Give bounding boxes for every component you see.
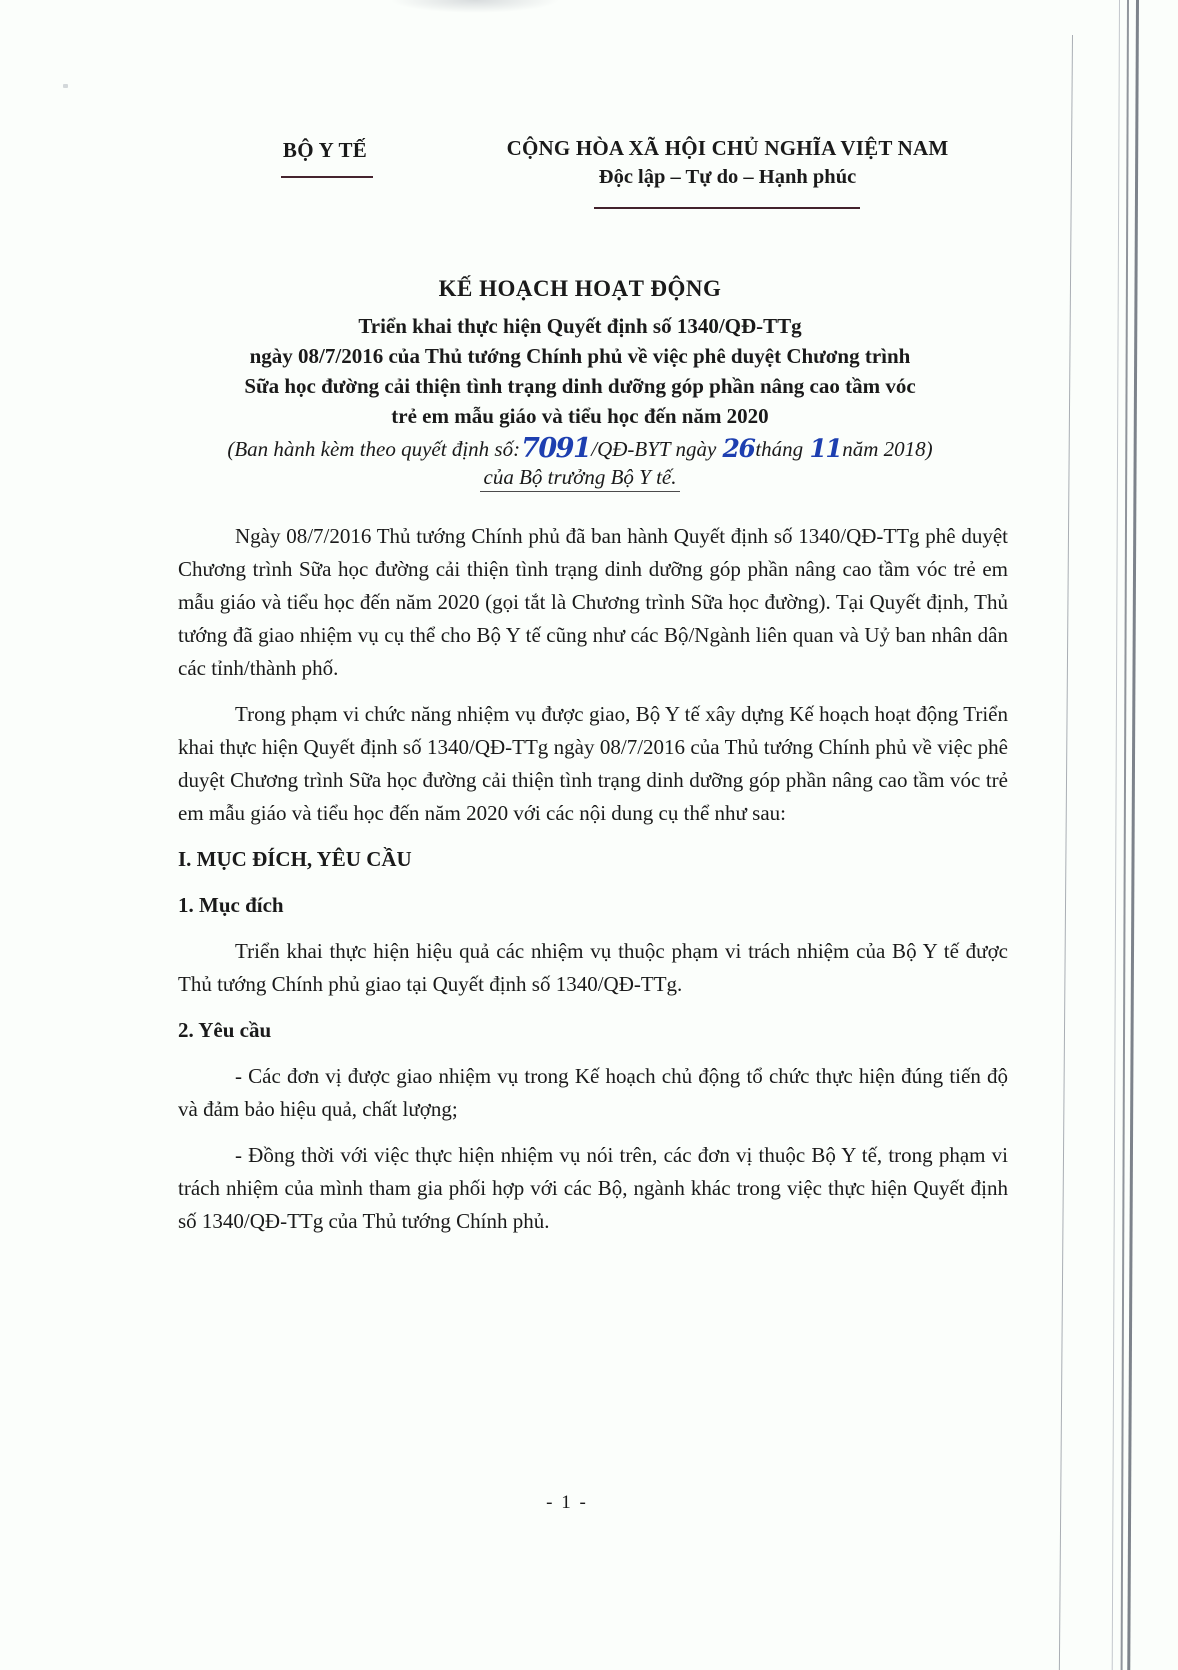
handwritten-decision-number: 7091 <box>521 433 591 464</box>
document-title: KẾ HOẠCH HOẠT ĐỘNG <box>438 276 722 301</box>
issuance-mid2: tháng <box>755 437 809 461</box>
page-number: - 1 - <box>546 1492 588 1513</box>
scan-line <box>1127 0 1138 1670</box>
scan-line <box>1059 35 1073 1670</box>
handwritten-month: 11 <box>809 434 842 463</box>
subheading-requirement: 2. Yêu cầu <box>178 1018 272 1042</box>
title-line-4: trẻ em mẫu giáo và tiểu học đến năm 2020 <box>391 404 769 428</box>
document-title-block <box>150 276 1010 490</box>
paragraph-scope: Trong phạm vi chức năng nhiệm vụ được giao, Bộ Y tế xây dựng Kế hoạch hoạt động Triển khai thực hiện Quyết định số 1340/QĐ-TTg ngày 08/7/2016 của Thủ tướng Chính phủ về việc phê duyệt Chương trình Sữa học đường cải thiện tình trạng dinh dưỡng góp phần nâng cao tầm vóc trẻ em mẫu giáo và tiểu học đến năm 2020 với các nội dung cụ thể như sau: <box>178 702 1008 825</box>
issuance-prefix: (Ban hành kèm theo quyết định số: <box>227 437 521 461</box>
paragraph-purpose: Triển khai thực hiện hiệu quả các nhiệm vụ thuộc phạm vi trách nhiệm của Bộ Y tế được Thủ tướng Chính phủ giao tại Quyết định số 1340/QĐ-TTg. <box>178 939 1008 996</box>
national-motto: Độc lập – Tự do – Hạnh phúc <box>598 166 857 188</box>
paragraph-requirement-2: - Đồng thời với việc thực hiện nhiệm vụ nói trên, các đơn vị thuộc Bộ Y tế, trong phạm vi trách nhiệm của mình tham gia phối hợp với các Bộ, ngành khác trong việc thực hiện Quyết định số 1340/QĐ-TTg của Thủ tướng Chính phủ. <box>178 1143 1008 1233</box>
issuance-mid1: /QĐ-BYT ngày <box>591 437 722 461</box>
scan-line <box>1121 0 1129 1670</box>
scan-smudge <box>390 0 560 13</box>
paragraph-requirement-1: - Các đơn vị được giao nhiệm vụ trong Kế hoạch chủ động tổ chức thực hiện đúng tiến độ và đảm bảo hiệu quả, chất lượng; <box>178 1064 1008 1121</box>
document-body <box>178 520 1008 1251</box>
national-header <box>475 136 980 189</box>
motto-underline <box>594 207 860 209</box>
issuer-line <box>150 465 1010 490</box>
paragraph-intro: Ngày 08/7/2016 Thủ tướng Chính phủ đã ban hành Quyết định số 1340/QĐ-TTg phê duyệt Chương trình Sữa học đường cải thiện tình trạng dinh dưỡng góp phần nâng cao tầm vóc trẻ em mẫu giáo và tiểu học đến năm 2020 (gọi tắt là Chương trình Sữa học đường). Tại Quyết định, Thủ tướng đã giao nhiệm vụ cụ thể cho Bộ Y tế cũng như các Bộ/Ngành liên quan và Uỷ ban nhân dân các tỉnh/thành phố. <box>178 524 1008 680</box>
issuance-line <box>150 434 1010 464</box>
scan-speck <box>63 84 68 88</box>
issuer-text: của Bộ trưởng Bộ Y tế. <box>480 465 681 492</box>
issuance-suffix: năm 2018) <box>842 437 933 461</box>
handwritten-day: 26 <box>722 434 755 463</box>
national-title: CỘNG HÒA XÃ HỘI CHỦ NGHĨA VIỆT NAM <box>506 136 949 160</box>
agency-underline <box>281 176 373 178</box>
title-line-3: Sữa học đường cải thiện tình trạng dinh dưỡng góp phần nâng cao tầm vóc <box>244 374 916 398</box>
title-line-2: ngày 08/7/2016 của Thủ tướng Chính phủ về việc phê duyệt Chương trình <box>249 344 911 368</box>
section-heading-purpose-requirement: I. MỤC ĐÍCH, YÊU CẦU <box>178 847 412 871</box>
title-line-1: Triển khai thực hiện Quyết định số 1340/QĐ-TTg <box>358 314 802 338</box>
subheading-purpose: 1. Mục đích <box>178 893 284 917</box>
scan-line <box>1112 0 1120 1670</box>
issuing-agency: BỘ Y TẾ <box>282 138 368 162</box>
